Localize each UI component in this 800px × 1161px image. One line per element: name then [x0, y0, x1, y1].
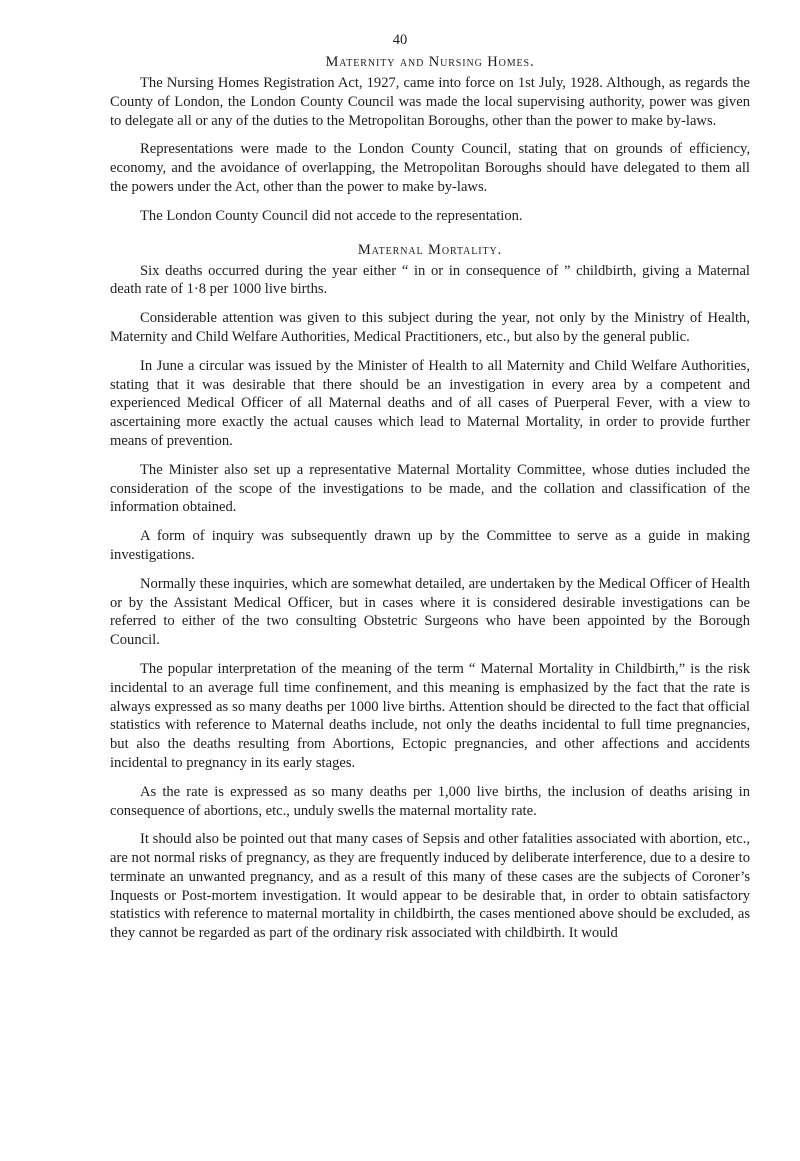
- paragraph: The Minister also set up a representative Maternal Mortality Committee, whose duties included the consideration of the scope of the investigations to be made, and the collation and classification of the information obtained.: [110, 461, 750, 516]
- paragraph: The popular interpretation of the meaning of the term “ Maternal Mortality in Childbirth,” is the risk incidental to an average full time confinement, and this meaning is emphasized by the fact that the rate is always expressed as so many deaths per 1000 live births. Attention should be directed to the fact that official statistics with reference to Maternal deaths include, not only the deaths incidental to full time pregnancies, but also the deaths resulting from Abortions, Ectopic pregnancies, and other affections and accidents incidental to pregnancy in its early stages.: [110, 660, 750, 771]
- paragraph: It should also be pointed out that many cases of Sepsis and other fatalities associated with abortion, etc., are not normal risks of pregnancy, as they are frequently induced by deliberate interference, due to a desire to terminate an unwanted pregnancy, and as a result of this many of these cases are the subjects of Coroner’s Inquests or Post-mortem investigation. It would appear to be desirable that, in order to obtain satisfactory statistics with reference to maternal mortality in childbirth, the cases mentioned above should be excluded, as they cannot be regarded as part of the ordinary risk associated with childbirth. It would: [110, 831, 750, 942]
- page-number: 40: [392, 32, 408, 48]
- paragraph: The London County Council did not accede to the representation.: [140, 207, 523, 224]
- paragraph: Six deaths occurred during the year either “ in or in consequence of ” childbirth, giving a Maternal death rate of 1·8 per 1000 live births.: [110, 262, 750, 298]
- paragraph: A form of inquiry was subsequently drawn up by the Committee to serve as a guide in making investigations.: [110, 528, 750, 563]
- paragraph: In June a circular was issued by the Minister of Health to all Maternity and Child Welfare Authorities, stating that it was desirable that there should be an investigation in every area by a competent and experienced Medical Officer of all Maternal deaths and of all cases of Puerperal Fever, with a view to ascertaining more exactly the actual causes which lead to Maternal Mortality, in order to provide further means of prevention.: [110, 357, 750, 449]
- paragraph: Representations were made to the London County Council, stating that on grounds of efficiency, economy, and the avoidance of overlapping, the Metropolitan Boroughs should have delegated to them all the powers under the Act, other than the power to make by-laws.: [110, 141, 750, 195]
- paragraph: Normally these inquiries, which are somewhat detailed, are undertaken by the Medical Officer of Health or by the Assistant Medical Officer, but in cases where it is considered desirable investigations can be referred to either of the two consulting Obstetric Surgeons who have been appointed by the Borough Council.: [110, 575, 751, 649]
- section-heading-maternal-mortality: Maternal Mortality.: [357, 241, 503, 258]
- page-body: [110, 54, 750, 951]
- paragraph: Considerable attention was given to this subject during the year, not only by the Ministry of Health, Maternity and Child Welfare Authorities, Medical Practitioners, etc., but also by the general public.: [110, 310, 750, 345]
- paragraph: The Nursing Homes Registration Act, 1927, came into force on 1st July, 1928. Although, as regards the County of London, the London County Council was made the local supervising authority, power was given to delegate all or any of the duties to the Metropolitan Boroughs, other than the power to make by-laws.: [110, 75, 750, 129]
- paragraph: As the rate is expressed as so many deaths per 1,000 live births, the inclusion of deaths arising in consequence of abortions, etc., unduly swells the maternal mortality rate.: [110, 783, 750, 819]
- section-heading-maternity-nursing-homes: Maternity and Nursing Homes.: [325, 54, 535, 70]
